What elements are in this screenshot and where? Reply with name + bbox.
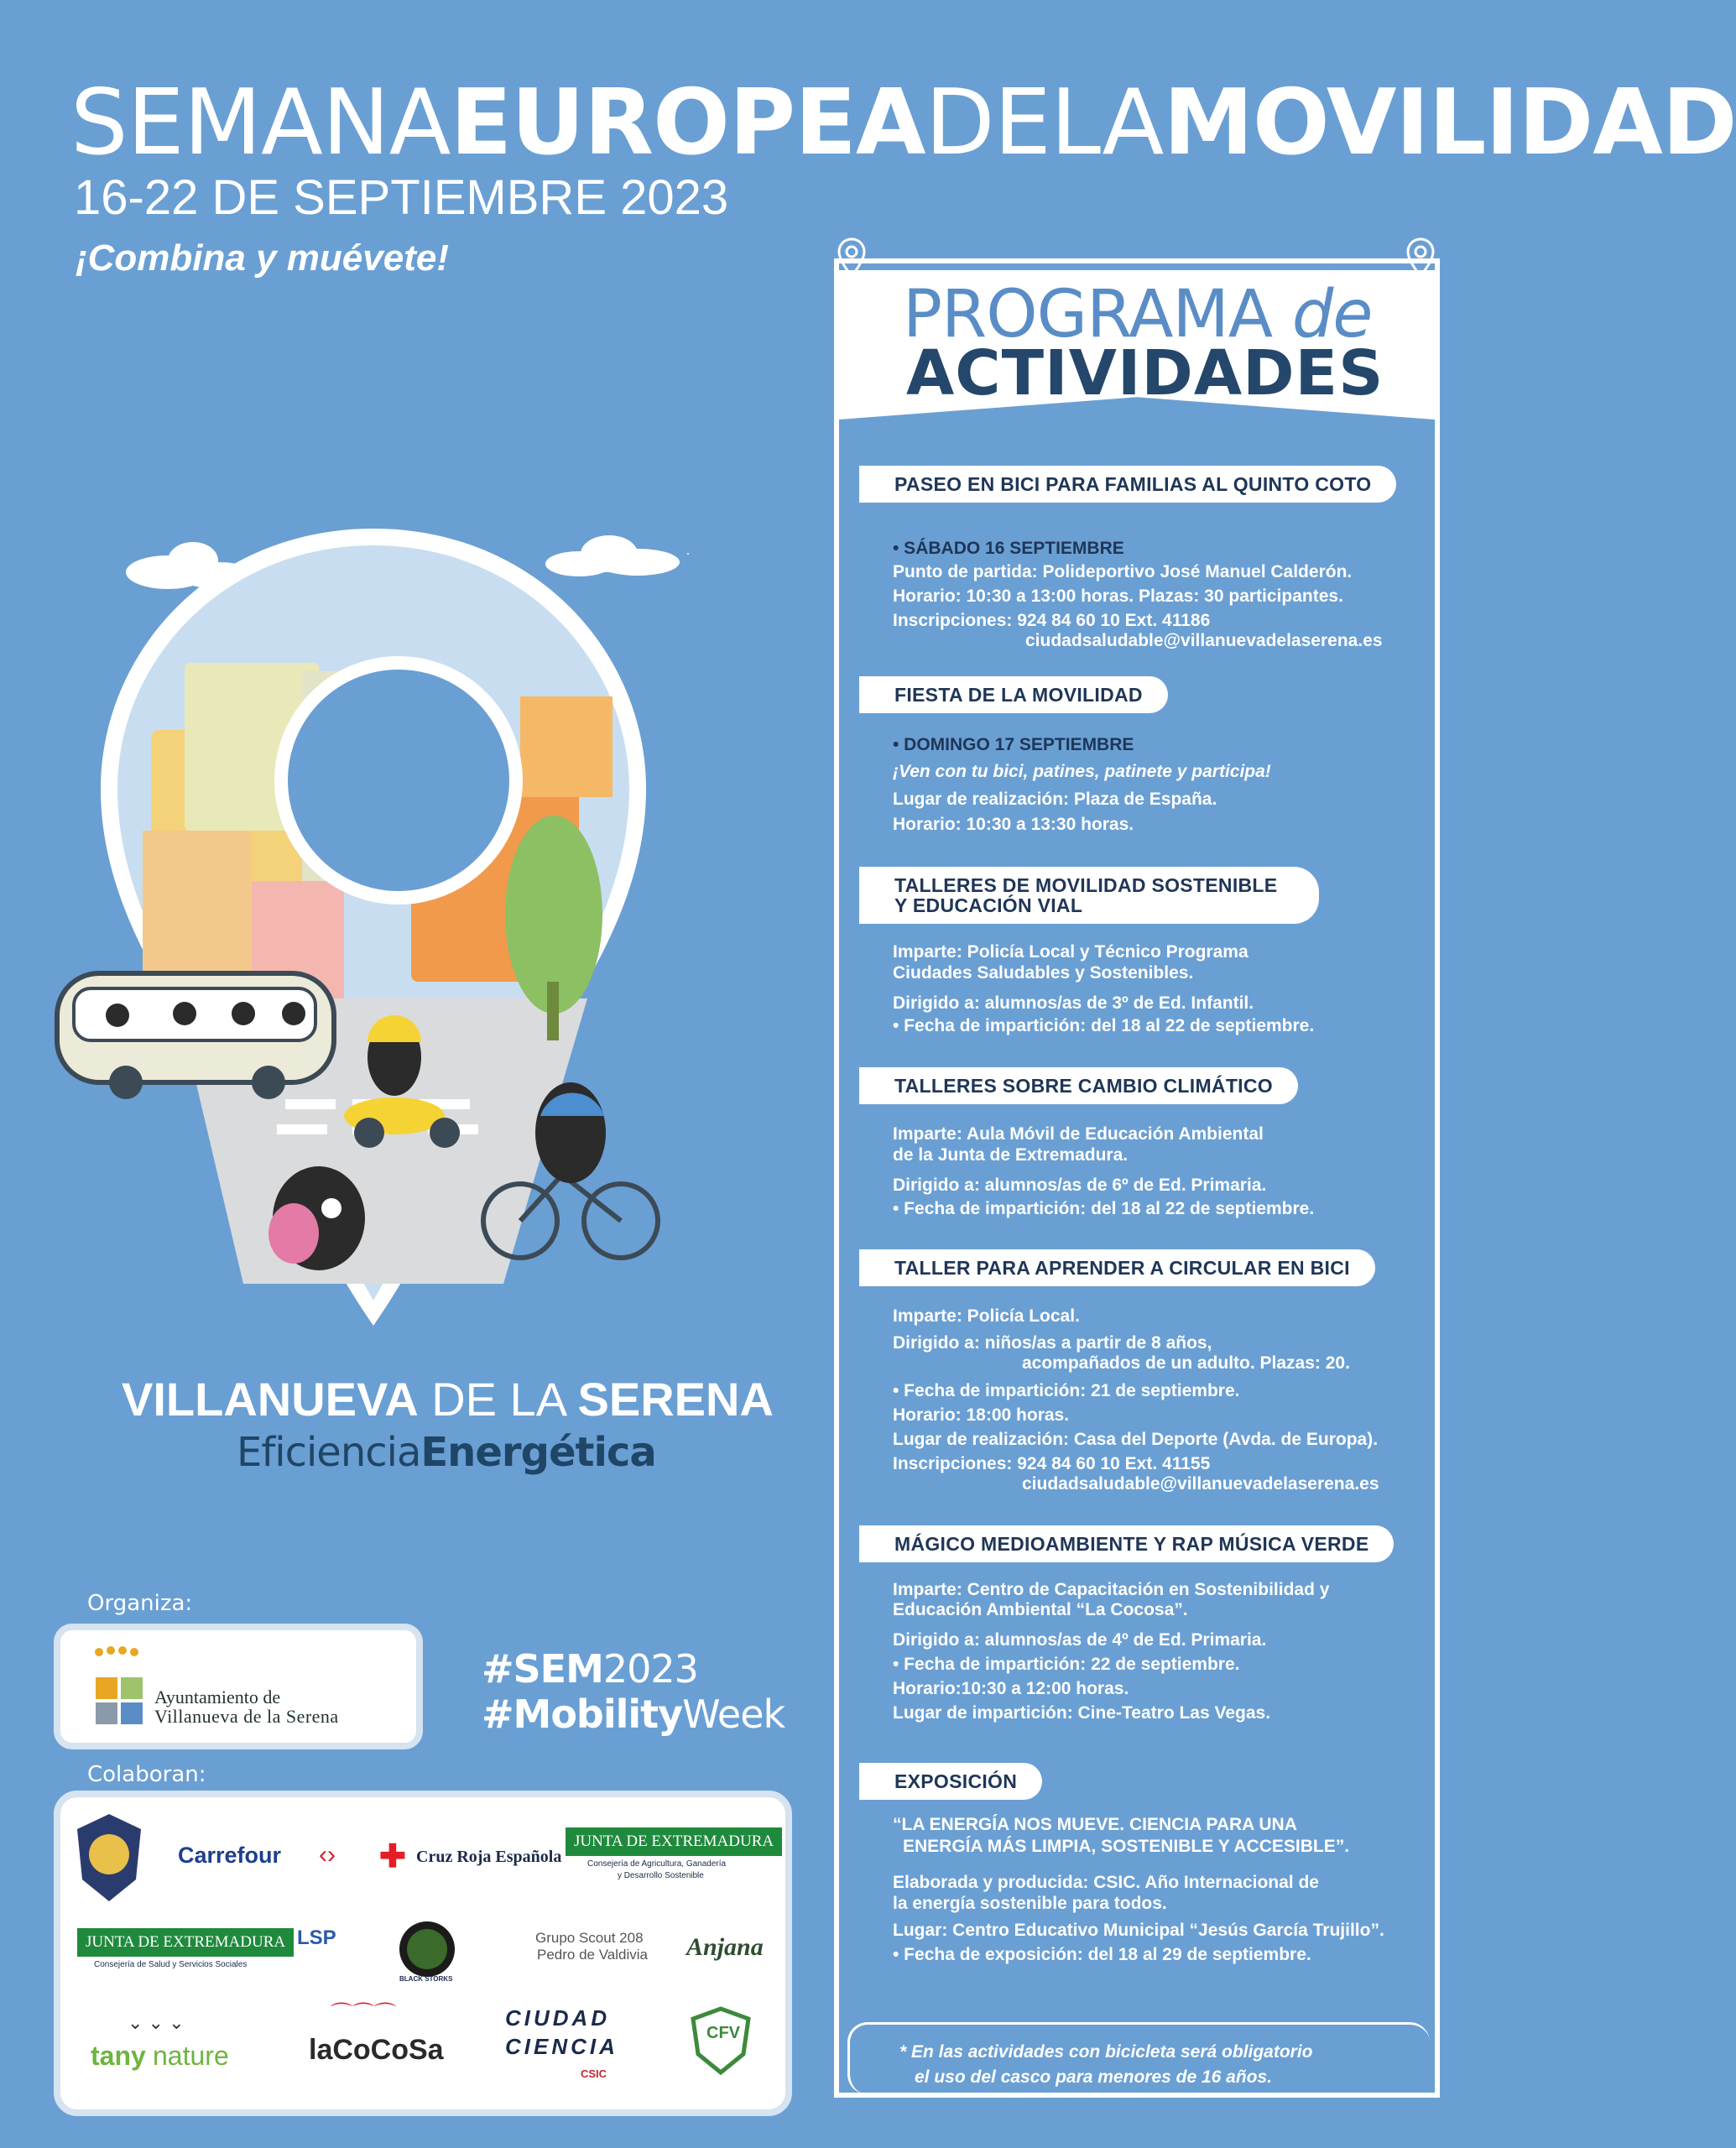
activity7-line4: la energía sostenible para todos.: [893, 1894, 1167, 1913]
carrefour-logo: Carrefour: [178, 1843, 282, 1868]
police-badge-icon: [76, 1812, 143, 1905]
activity7-line5: Lugar: Centro Educativo Municipal “Jesús García Trujillo”.: [893, 1921, 1384, 1940]
tany-logo-part1: tany: [91, 2041, 146, 2071]
eff-part-1: Eficiencia: [237, 1429, 421, 1476]
hashtag-mobility-bold: #Mobility: [482, 1692, 683, 1737]
event-dates: 16-22 DE SEPTIEMBRE 2023: [74, 170, 729, 225]
hashtag-sem-bold: #SEM: [482, 1646, 603, 1692]
activity6-line5: Horario:10:30 a 12:00 horas.: [893, 1679, 1129, 1698]
activity5-line5: Horario: 18:00 horas.: [893, 1405, 1070, 1425]
activity5-line6: Lugar de realización: Casa del Deporte (Avda. de Europa).: [893, 1430, 1379, 1449]
organizer-name: [154, 1687, 339, 1726]
anjana-logo: Anjana: [686, 1933, 764, 1961]
hashtag-sem: [482, 1646, 698, 1692]
town-name: [122, 1372, 774, 1426]
activity7-line3: Elaborada y producida: CSIC. Año Internacional de: [893, 1873, 1319, 1892]
activity4-line3: Dirigido a: alumnos/as de 6º de Ed. Primaria.: [893, 1176, 1267, 1195]
efficiency-tagline: [237, 1429, 656, 1476]
activity6-heading: MÁGICO MEDIOAMBIENTE Y RAP MÚSICA VERDE: [859, 1525, 1394, 1562]
activity6-line6: Lugar de impartición: Cine-Teatro Las Vegas.: [893, 1703, 1271, 1723]
activity4-heading: TALLERES SOBRE CAMBIO CLIMÁTICO: [859, 1067, 1298, 1104]
activity6-line2: Educación Ambiental “La Cocosa”.: [893, 1600, 1188, 1619]
red-cross-icon: ✚: [379, 1839, 406, 1874]
activity3-heading-line1: TALLERES DE MOVILIDAD SOSTENIBLE: [894, 874, 1278, 896]
ciudad-ciencia-line2: CIENCIA: [505, 2034, 618, 2059]
activity3-line3: Dirigido a: alumnos/as de 3º de Ed. Infantil.: [893, 993, 1254, 1013]
activity6-line1: Imparte: Centro de Capacitación en Sostenibilidad y: [893, 1580, 1330, 1599]
mobility-illustration: [50, 529, 671, 1334]
activity6-line4: • Fecha de impartición: 22 de septiembre.: [893, 1655, 1240, 1674]
sponsors-box: [54, 1791, 792, 2116]
title-part-europea: EUROPEA: [450, 70, 925, 175]
junta-agricultura-sub1: Consejería de Agricultura, Ganadería: [587, 1859, 727, 1869]
junta-agricultura-logo: JUNTA DE EXTREMADURA: [566, 1827, 782, 1856]
activity1-line2: Punto de partida: Polideportivo José Manuel Calderón.: [893, 562, 1353, 581]
activity2-line2: ¡Ven con tu bici, patines, patinete y participa!: [893, 762, 1271, 781]
slogan: ¡Combina y muévete!: [76, 237, 449, 279]
lsp-logo: LSP: [297, 1926, 336, 1949]
activity2-heading: FIESTA DE LA MOVILIDAD: [859, 676, 1168, 713]
scout-line1: Grupo Scout 208: [535, 1930, 644, 1946]
bus-icon: [57, 973, 334, 1099]
activity7-heading: EXPOSICIÓN: [859, 1763, 1042, 1800]
footnote-line1: * En las actividades con bicicleta será obligatorio: [899, 2042, 1313, 2062]
eff-part-2: Energética: [420, 1429, 656, 1476]
town-part-3: SERENA: [577, 1373, 774, 1426]
black-storks-label: BLACK STORKS: [399, 1975, 453, 1983]
city-crest-icon: [91, 1645, 149, 1729]
colaboran-label: Colaboran:: [87, 1762, 206, 1787]
activity6-line3: Dirigido a: alumnos/as de 4º de Ed. Primaria.: [893, 1630, 1267, 1650]
program-word: PROGRAMA: [903, 277, 1273, 352]
junta-salud-logo: JUNTA DE EXTREMADURA: [77, 1928, 294, 1957]
activity3-line2: Ciudades Saludables y Sostenibles.: [893, 963, 1194, 983]
cocosa-logo: laCoCoSa: [309, 2034, 444, 2066]
hashtag-sem-year: 2023: [602, 1646, 698, 1692]
csic-logo: CSIC: [581, 2067, 607, 2080]
title-part-dela: DELA: [925, 70, 1164, 175]
activity3-line1: Imparte: Policía Local y Técnico Programa: [893, 942, 1249, 962]
main-title: [70, 70, 1736, 175]
footnote-line2: el uso del casco para menores de 16 años.: [915, 2067, 1273, 2087]
town-part-2: DE LA: [431, 1373, 565, 1426]
organizer-line1: Ayuntamiento de: [154, 1687, 281, 1707]
activity1-line4: Inscripciones: 924 84 60 10 Ext. 41186: [893, 611, 1211, 630]
activity2-line4: Horario: 10:30 a 13:30 horas.: [893, 815, 1134, 834]
activity2-date: • DOMINGO 17 SEPTIEMBRE: [893, 735, 1134, 754]
junta-salud-sub: Consejería de Salud y Servicios Sociales: [94, 1960, 248, 1969]
activity3-heading-line2: Y EDUCACIÓN VIAL: [894, 894, 1083, 917]
program-de: de: [1291, 277, 1373, 352]
cloud-icon: [545, 535, 680, 576]
scout-line2: Pedro de Valdivia: [537, 1947, 648, 1963]
title-part-semana: SEMANA: [70, 70, 451, 175]
town-part-1: VILLANUEVA: [122, 1373, 419, 1426]
cfv-label: CFV: [706, 2024, 740, 2042]
hashtag-mobility: [482, 1692, 785, 1737]
activity5-line4: • Fecha de impartición: 21 de septiembre.: [893, 1381, 1240, 1400]
activity5-line2: Dirigido a: niños/as a partir de 8 años,: [893, 1333, 1212, 1353]
title-part-movilidad: MOVILIDAD: [1163, 70, 1736, 175]
activity5-line7: Inscripciones: 924 84 60 10 Ext. 41155: [893, 1454, 1211, 1473]
tany-logo-part2: nature: [153, 2041, 229, 2071]
activity7-line6: • Fecha de exposición: del 18 al 29 de septiembre.: [893, 1945, 1311, 1964]
activity1-email: ciudadsaludable@villanuevadelaserena.es: [1025, 631, 1383, 650]
activity5-email: ciudadsaludable@villanuevadelaserena.es: [1022, 1474, 1379, 1494]
activity3-heading: [859, 867, 1319, 924]
activity5-line3: acompañados de un adulto. Plazas: 20.: [1022, 1353, 1350, 1373]
activity2-line3: Lugar de realización: Plaza de España.: [893, 790, 1217, 809]
junta-agricultura-sub2: y Desarrollo Sostenible: [618, 1871, 704, 1880]
activity7-line2: ENERGÍA MÁS LIMPIA, SOSTENIBLE Y ACCESIBLE”.: [903, 1837, 1350, 1856]
carrefour-arrow-icon: ‹›: [319, 1841, 336, 1869]
activity4-line1: Imparte: Aula Móvil de Educación Ambiental: [893, 1124, 1264, 1144]
activity4-line2: de la Junta de Extremadura.: [893, 1145, 1129, 1165]
organizer-logo-box: [54, 1624, 423, 1749]
birds-icon: ⌄ ⌄ ⌄: [128, 2012, 185, 2033]
organiza-label: Organiza:: [87, 1591, 193, 1616]
activity5-line1: Imparte: Policía Local.: [893, 1306, 1080, 1326]
hashtag-mobility-week: Week: [682, 1692, 785, 1737]
activity1-heading: PASEO EN BICI PARA FAMILIAS AL QUINTO COTO: [859, 466, 1396, 503]
activity7-line1: “LA ENERGÍA NOS MUEVE. CIENCIA PARA UNA: [893, 1815, 1297, 1834]
ciudad-ciencia-line1: CIUDAD: [505, 2005, 611, 2031]
activity1-date: • SÁBADO 16 SEPTIEMBRE: [893, 539, 1124, 558]
cocosa-arches-icon: ⌒⌒⌒: [331, 2001, 397, 2026]
activity3-line4: • Fecha de impartición: del 18 al 22 de septiembre.: [893, 1016, 1315, 1035]
program-title-line2: ACTIVIDADES: [906, 337, 1384, 409]
organizer-line2: Villanueva de la Serena: [154, 1706, 339, 1728]
black-storks-icon: [396, 1920, 458, 1979]
activity1-line3: Horario: 10:30 a 13:00 horas. Plazas: 30 participantes.: [893, 587, 1343, 606]
activity4-line4: • Fecha de impartición: del 18 al 22 de septiembre.: [893, 1199, 1315, 1218]
activity5-heading: TALLER PARA APRENDER A CIRCULAR EN BICI: [859, 1249, 1375, 1286]
cruz-roja-logo: Cruz Roja Española: [416, 1848, 562, 1866]
